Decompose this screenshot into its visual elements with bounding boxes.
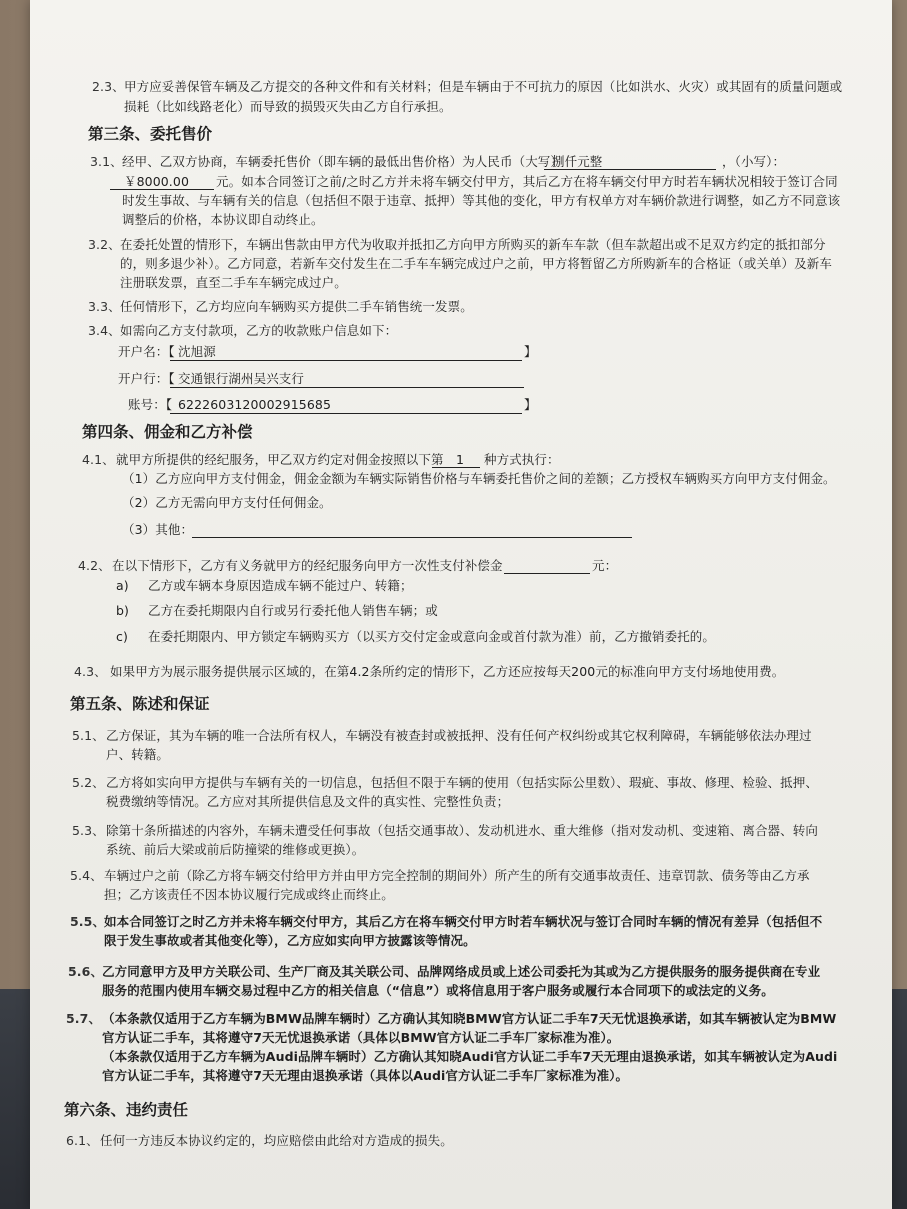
clause-text: 任何情形下，乙方均应向车辆购买方提供二手车销售统一发票。 [120,299,473,314]
method-number: 1 [456,452,465,467]
bank-value: 交通银行湖州吴兴支行 [178,371,305,386]
bracket: 】 [524,397,537,412]
contract-page [30,0,892,1209]
clause-number: 5.4、 [70,868,103,883]
section-heading: 第五条、陈述和保证 [70,695,210,713]
clause-number: 2.3、 [92,79,125,94]
option-3-underline [192,537,632,538]
account-name-label: 开户名：【 [118,344,175,359]
account-no-value: 6222603120002915685 [178,397,332,412]
clause-number: 4.2、 [78,558,111,573]
clause-text: 就甲方所提供的经纪服务，甲乙双方约定对佣金按照以下第 [116,452,444,467]
price-upper-value: 捌仟元整 [552,154,603,169]
clause-text: 系统、前后大梁或前后防撞梁的维修或更换）。 [106,842,365,857]
clause-text: 调整后的价格，本协议即自动终止。 [122,212,324,227]
sub-item-label: a) [116,578,129,593]
clause-text: 乙方同意甲方及甲方关联公司、生产厂商及其关联公司、品牌网络成员或上述公司委托为其或为乙方提供服务的服务提供商在专业 [102,964,821,979]
clause-text: 除第十条所描述的内容外，车辆未遭受任何事故（包括交通事故）、发动机进水、重大维修（指对发动机、变速箱、离合器、转向 [106,823,818,838]
account-no-underline [170,413,522,414]
clause-text: 的，则多退少补）。乙方同意，若新车交付发生在二手车车辆完成过户之前，甲方将暂留乙方所购新车的合格证（或关单）及新车 [120,256,832,271]
clause-text: 甲方应妥善保管车辆及乙方提交的各种文件和有关材料；但是车辆由于不可抗力的原因（比如洪水、火灾）或其固有的质量问题或 [124,79,843,94]
clause-text: 元。如本合同签订之前/之时乙方并未将车辆交付甲方，其后乙方在将车辆交付甲方时若车辆状况相较于签订合同 [216,174,838,189]
price-upper-underline [544,169,716,170]
account-name-value: 沈旭源 [178,344,216,359]
section-heading: 第四条、佣金和乙方补偿 [82,423,253,441]
clause-number: 3.4、 [88,323,121,338]
clause-text: 种方式执行： [484,452,560,467]
clause-text: 任何一方违反本协议约定的，均应赔偿由此给对方造成的损失。 [100,1133,453,1148]
sub-item-label: c) [116,629,128,644]
clause-number: 4.3、 [74,664,107,679]
clause-number: 5.3、 [72,823,105,838]
clause-number: 5.1、 [72,728,105,743]
option-1: （1）乙方应向甲方支付佣金，佣金金额为车辆实际销售价格与车辆委托售价之间的差额；乙方授权车辆购买方向甲方支付佣金。 [122,471,836,486]
clause-text: 乙方保证，其为车辆的唯一合法所有权人，车辆没有被查封或被抵押、没有任何产权纠纷或其它权利障碍，车辆能够依法办理过 [106,728,812,743]
clause-text: 税费缴纳等情况。乙方应对其所提供信息及文件的真实性、完整性负责； [106,794,510,809]
clause-text: （本条款仅适用于乙方车辆为Audi品牌车辆时）乙方确认其知晓Audi官方认证二手车7天无理由退换承诺，如其车辆被认定为Audi [102,1049,838,1064]
clause-text: 元： [592,558,618,573]
method-underline [432,467,480,468]
clause-text: 如本合同签订之时乙方并未将车辆交付甲方，其后乙方在将车辆交付甲方时若车辆状况与签订合同时车辆的情况有差异（包括但不 [104,914,823,929]
clause-text: 损耗（比如线路老化）而导致的损毁灭失由乙方自行承担。 [124,99,452,114]
sub-item-text: 乙方或车辆本身原因造成车辆不能过户、转籍； [148,578,413,593]
sub-item-label: b) [116,603,130,618]
price-lower-value: ￥8000.00 [124,174,189,189]
clause-number: 5.5、 [70,914,106,929]
clause-number: 4.1、 [82,452,115,467]
clause-text: 如需向乙方支付款项，乙方的收款账户信息如下： [120,323,398,338]
bracket: 】 [524,344,537,359]
option-2: （2）乙方无需向甲方支付任何佣金。 [122,495,332,510]
clause-number: 5.2、 [72,775,105,790]
clause-text: 车辆过户之前（除乙方将车辆交付给甲方并由甲方完全控制的期间外）所产生的所有交通事故责任、违章罚款、债务等由乙方承 [104,868,810,883]
option-3: （3）其他： [122,522,194,537]
compensation-underline [504,573,590,574]
clause-text: 在委托处置的情形下，车辆出售款由甲方代为收取并抵扣乙方向甲方所购买的新车车款（但车款超出或不足双方约定的抵扣部分 [120,237,826,252]
clause-number: 3.1、 [90,154,123,169]
clause-number: 6.1、 [66,1133,99,1148]
bank-underline [170,387,524,388]
clause-number: 3.2、 [88,237,121,252]
sub-item-text: 乙方在委托期限内自行或另行委托他人销售车辆；或 [148,603,438,618]
clause-text: 限于发生事故或者其他变化等），乙方应如实向甲方披露该等情况。 [104,933,476,948]
clause-number: 5.6、 [68,964,104,979]
clause-text: 服务的范围内使用车辆交易过程中乙方的相关信息（“信息”）或将信息用于客户服务或履行本合同项下的或法定的义务。 [102,983,774,998]
bank-label: 开户行：【 [118,371,175,386]
clause-text: 户、转籍。 [106,747,170,762]
clause-text: 担；乙方该责任不因本协议履行完成或终止而终止。 [104,887,394,902]
account-name-underline [170,360,522,361]
section-heading: 第三条、委托售价 [88,125,213,143]
clause-number: 3.3、 [88,299,121,314]
account-no-label: 账号：【 [128,397,173,412]
sub-item-text: 在委托期限内、甲方锁定车辆购买方（以买方交付定金或意向金或首付款为准）前，乙方撤销委托的。 [148,629,716,644]
clause-text: 如果甲方为展示服务提供展示区域的，在第4.2条所约定的情形下，乙方还应按每天200元的标准向甲方支付场地使用费。 [110,664,785,679]
section-heading: 第六条、违约责任 [64,1101,189,1119]
clause-number: 5.7、 [66,1011,102,1026]
clause-text: 官方认证二手车，其将遵守7天无理由退换承诺（具体以Audi官方认证二手车厂家标准为准）。 [102,1068,629,1083]
clause-text: 官方认证二手车，其将遵守7天无忧退换承诺（具体以BMW官方认证二手车厂家标准为准）。 [102,1030,620,1045]
clause-text: 在以下情形下，乙方有义务就甲方的经纪服务向甲方一次性支付补偿金 [112,558,503,573]
clause-text: 经甲、乙双方协商，车辆委托售价（即车辆的最低出售价格）为人民币（大写） [122,154,564,169]
clause-text: 时发生事故、与车辆有关的信息（包括但不限于违章、抵押）等其他的变化，甲方有权单方对车辆价款进行调整，如乙方不同意该 [122,193,841,208]
clause-text: ，（小写）： [722,154,786,169]
clause-text: 注册联发票，直至二手车车辆完成过户。 [120,275,347,290]
clause-text: 乙方将如实向甲方提供与车辆有关的一切信息，包括但不限于车辆的使用（包括实际公里数）、瑕疵、事故、修理、检验、抵押、 [106,775,818,790]
price-lower-underline [110,189,214,190]
clause-text: （本条款仅适用于乙方车辆为BMW品牌车辆时）乙方确认其知晓BMW官方认证二手车7天无忧退换承诺，如其车辆被认定为BMW [102,1011,837,1026]
